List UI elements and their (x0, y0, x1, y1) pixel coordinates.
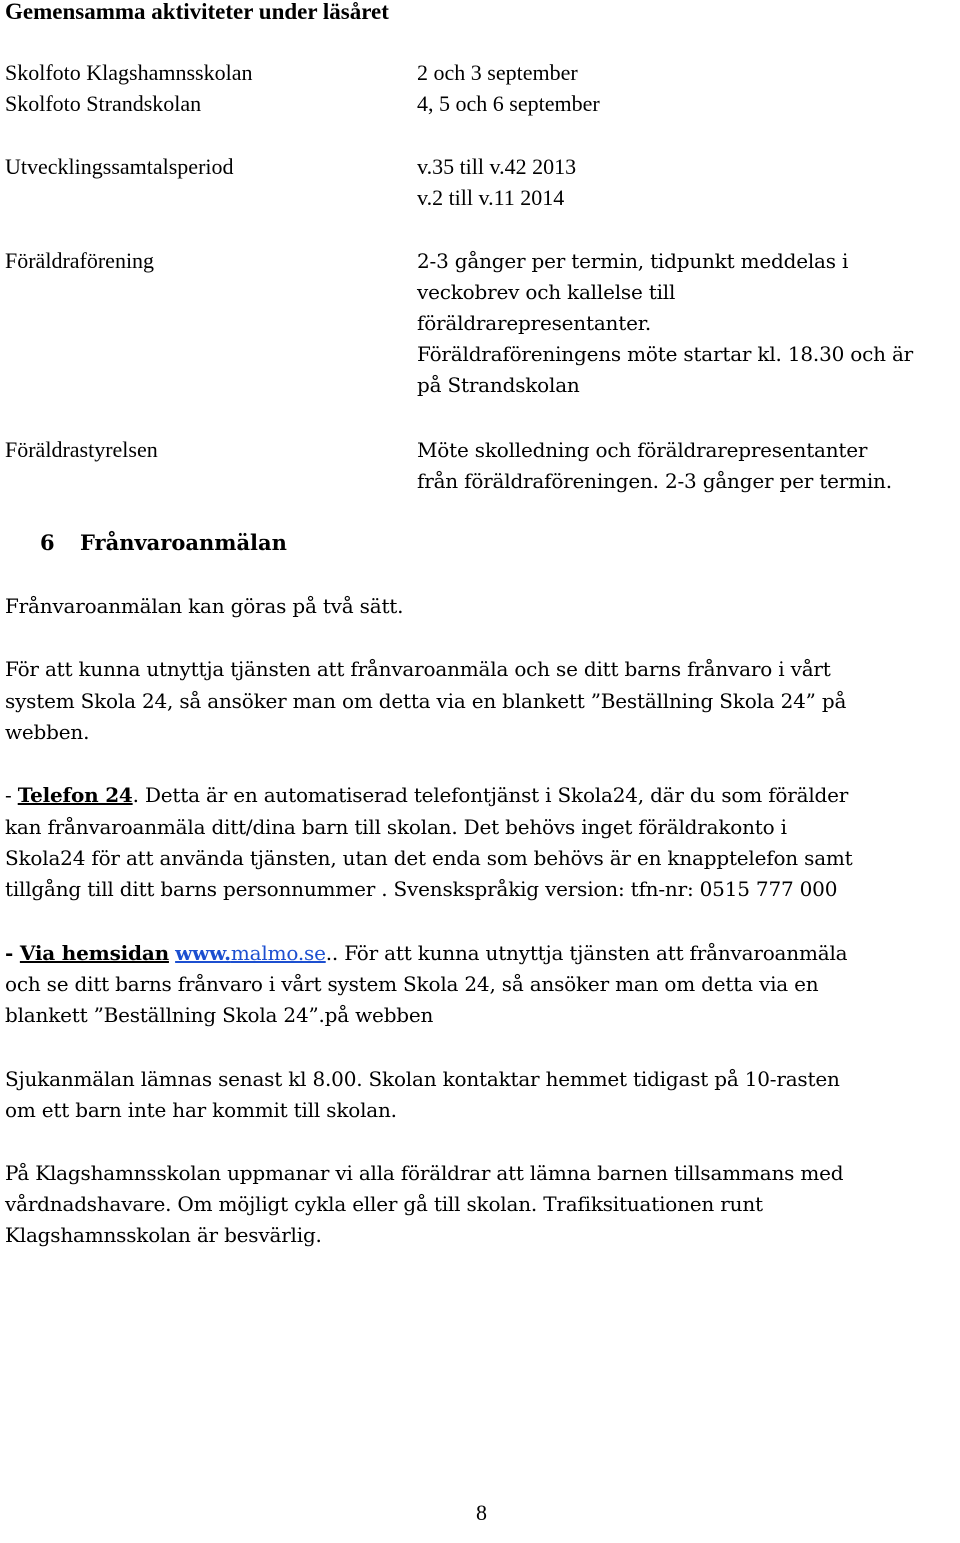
activity-label: Föräldraförening (5, 248, 155, 273)
activity-value: Föräldraföreningens möte startar kl. 18.30 och är (417, 342, 914, 366)
activity-label: Skolfoto Klagshamnsskolan (5, 60, 253, 85)
paragraph-line: och se ditt barns frånvaro i vårt system Skola 24, så ansöker man om detta via en (5, 972, 819, 996)
phone-line (5, 780, 955, 812)
paragraph-line: Skola24 för att använda tjänsten, utan det enda som behövs är en knapptelefon samt (5, 846, 853, 870)
paragraph-line: webben. (5, 720, 90, 744)
intro-text: Frånvaroanmälan kan göras på två sätt. (5, 594, 404, 618)
activity-label: Utvecklingssamtalsperiod (5, 154, 234, 179)
activity-label: Skolfoto Strandskolan (5, 91, 202, 116)
paragraph-line: om ett barn inte har kommit till skolan. (5, 1098, 397, 1122)
paragraph-line: blankett ”Beställning Skola 24”.på webben (5, 1003, 434, 1027)
activity-label: Föräldrastyrelsen (5, 437, 158, 462)
paragraph-line: kan frånvaroanmäla ditt/dina barn till skolan. Det behövs inget föräldrakonto i (5, 815, 787, 839)
paragraph-line: Klagshamnsskolan är besvärlig. (5, 1223, 322, 1247)
paragraph-line: Sjukanmälan lämnas senast kl 8.00. Skolan kontaktar hemmet tidigast på 10-rasten (5, 1067, 840, 1091)
activity-value: veckobrev och kallelse till (417, 280, 676, 304)
paragraph-line: För att kunna utnyttja tjänsten att frånvaroanmäla och se ditt barns frånvaro i vårt (5, 657, 831, 681)
activity-value: på Strandskolan (417, 373, 580, 397)
web-text: .. För att kunna utnyttja tjänsten att frånvaroanmäla (325, 941, 848, 965)
page-heading: Gemensamma aktiviteter under läsåret (5, 0, 389, 24)
web-line (5, 938, 955, 970)
via-hemsidan-link[interactable]: Via hemsidan (19, 941, 169, 965)
paragraph-line: På Klagshamnsskolan uppmanar vi alla föräldrar att lämna barnen tillsammans med (5, 1161, 844, 1185)
section-title: Frånvaroanmälan (80, 530, 287, 555)
activity-value: 2-3 gånger per termin, tidpunkt meddelas i (417, 249, 849, 273)
telefon-24-link[interactable]: Telefon 24 (17, 783, 133, 807)
section-number: 6 (40, 530, 55, 555)
url-prefix: www. (175, 941, 231, 965)
activity-value: Möte skolledning och föräldrarepresentanter (417, 438, 868, 462)
phone-dash: - (5, 783, 18, 807)
web-dash: - (5, 941, 20, 965)
phone-text: . Detta är en automatiserad telefontjänst i Skola24, där du som förälder (132, 783, 849, 807)
page-number: 8 (476, 1500, 487, 1525)
url-domain: malmo.se (230, 941, 326, 965)
activity-value: 2 och 3 september (417, 60, 578, 85)
activity-value: v.35 till v.42 2013 (417, 154, 577, 179)
malmo-url-link[interactable] (175, 941, 326, 965)
paragraph-line: vårdnadshavare. Om möjligt cykla eller gå till skolan. Trafiksituationen runt (5, 1192, 763, 1216)
paragraph-line: system Skola 24, så ansöker man om detta via en blankett ”Beställning Skola 24” på (5, 689, 847, 713)
activity-value: v.2 till v.11 2014 (417, 185, 565, 210)
activity-value: föräldrarepresentanter. (417, 311, 652, 335)
activity-value: från föräldraföreningen. 2-3 gånger per termin. (417, 469, 892, 493)
activity-value: 4, 5 och 6 september (417, 91, 600, 116)
paragraph-line: tillgång till ditt barns personnummer . Svenskspråkig version: tfn-nr: 0515 777 000 (5, 877, 838, 901)
